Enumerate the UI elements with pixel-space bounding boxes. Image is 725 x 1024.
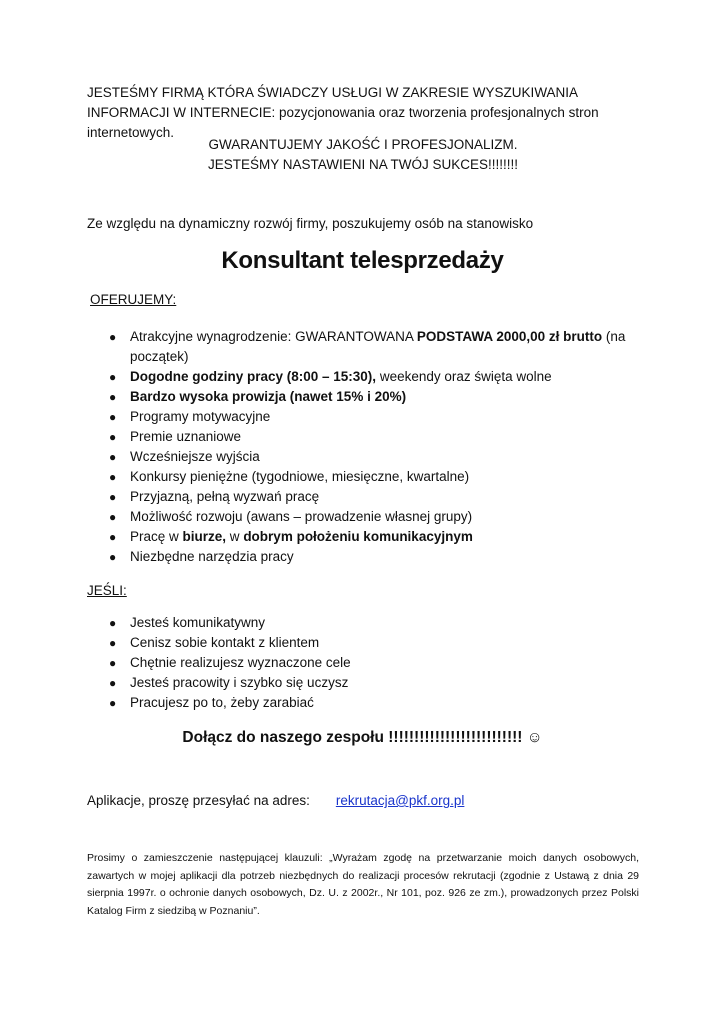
offer-salary-text: Atrakcyjne wynagrodzenie: GWARANTOWANA bbox=[130, 329, 417, 344]
bullet-icon: ● bbox=[109, 616, 117, 630]
condition-text: Jesteś komunikatywny bbox=[130, 615, 266, 630]
list-item bbox=[106, 613, 626, 633]
offer-early-exits: Wcześniejsze wyjścia bbox=[130, 449, 260, 464]
offer-office-b: biurze, bbox=[182, 529, 227, 544]
condition-text: Chętnie realizujesz wyznaczone cele bbox=[130, 655, 351, 670]
apply-label: Aplikacje, proszę przesyłać na adres: bbox=[87, 793, 310, 808]
privacy-clause: Prosimy o zamieszczenie następującej klauzuli: „Wyrażam zgodę na przetwarzanie moich danych osobowych, zawartych w mojej aplikacji dla potrzeb niezbędnych do realizacji procesów rekrutacji (zgodnie z Ustawą z dnia 29 sierpnia 1997r. o ochronie danych osobowych, Dz. U. z 2002r., Nr 101, poz. 926 ze zm.), prowadzonych przez Polski Katalog Firm z siedzibą w Poznaniu”. bbox=[87, 852, 639, 917]
offer-friendly: Przyjazną, pełną wyzwań pracę bbox=[130, 489, 320, 504]
list-item bbox=[106, 507, 641, 527]
bullet-icon: ● bbox=[109, 510, 117, 524]
bullet-icon: ● bbox=[109, 636, 117, 650]
offer-growth: Możliwość rozwoju (awans – prowadzenie własnej grupy) bbox=[130, 509, 473, 524]
list-item bbox=[106, 547, 641, 567]
success-line: JESTEŚMY NASTAWIENI NA TWÓJ SUKCES!!!!!!!! bbox=[207, 157, 519, 172]
bullet-icon: ● bbox=[109, 696, 117, 710]
bullet-icon: ● bbox=[109, 430, 117, 444]
bullet-icon: ● bbox=[109, 450, 117, 464]
list-item bbox=[106, 527, 641, 547]
list-item bbox=[106, 633, 626, 653]
apply-line bbox=[87, 793, 464, 808]
bullet-icon: ● bbox=[109, 530, 117, 544]
condition-text: Pracujesz po to, żeby zarabiać bbox=[130, 695, 314, 710]
offer-office-d: dobrym położeniu komunikacyjnym bbox=[243, 529, 473, 544]
offer-list bbox=[106, 327, 641, 567]
guarantee-line: GWARANTUJEMY JAKOŚĆ I PROFESJONALIZM. bbox=[208, 137, 518, 152]
offer-motivation: Programy motywacyjne bbox=[130, 409, 271, 424]
bullet-icon: ● bbox=[109, 656, 117, 670]
list-item bbox=[106, 487, 641, 507]
offer-heading: OFERUJEMY: bbox=[90, 292, 177, 307]
bullet-icon: ● bbox=[109, 470, 117, 484]
list-item bbox=[106, 327, 641, 367]
bullet-icon: ● bbox=[109, 330, 117, 344]
bullet-icon: ● bbox=[109, 410, 117, 424]
conditions-heading: JEŚLI: bbox=[87, 583, 127, 598]
offer-commission: Bardzo wysoka prowizja (nawet 15% i 20%) bbox=[130, 389, 407, 404]
job-title: Konsultant telesprzedaży bbox=[221, 247, 504, 274]
offer-office-c: w bbox=[226, 529, 244, 544]
company-intro: JESTEŚMY FIRMĄ KTÓRA ŚWIADCZY USŁUGI W ZAKRESIE WYSZUKIWANIA INFORMACJI W INTERNECIE: pozycjonowania oraz tworzenia profesjonalnych stron internetowych. bbox=[87, 85, 599, 140]
offer-office-a: Pracę w bbox=[130, 529, 183, 544]
guarantee-block bbox=[87, 135, 639, 175]
list-item bbox=[106, 467, 641, 487]
list-item bbox=[106, 407, 641, 427]
lead-sentence: Ze względu na dynamiczny rozwój firmy, poszukujemy osób na stanowisko bbox=[87, 216, 534, 231]
bullet-icon: ● bbox=[109, 490, 117, 504]
offer-hours: Dogodne godziny pracy (8:00 – 15:30), bbox=[130, 369, 377, 384]
list-item bbox=[106, 653, 626, 673]
offer-bonuses: Premie uznaniowe bbox=[130, 429, 242, 444]
bullet-icon: ● bbox=[109, 550, 117, 564]
list-item bbox=[106, 673, 626, 693]
bullet-icon: ● bbox=[109, 370, 117, 384]
offer-salary-amount: PODSTAWA 2000,00 zł brutto bbox=[416, 329, 603, 344]
email-link[interactable]: rekrutacja@pkf.org.pl bbox=[335, 793, 465, 808]
list-item bbox=[106, 427, 641, 447]
conditions-list bbox=[106, 613, 626, 713]
bullet-icon: ● bbox=[109, 676, 117, 690]
offer-tools: Niezbędne narzędzia pracy bbox=[130, 549, 294, 564]
list-item bbox=[106, 447, 641, 467]
bullet-icon: ● bbox=[109, 390, 117, 404]
list-item bbox=[106, 367, 641, 387]
offer-contests: Konkursy pieniężne (tygodniowe, miesięczne, kwartalne) bbox=[130, 469, 470, 484]
list-item bbox=[106, 693, 626, 713]
offer-weekends: weekendy oraz święta wolne bbox=[376, 369, 552, 384]
join-team-call: Dołącz do naszego zespołu !!!!!!!!!!!!!!!!!!!!!!!!!! ☺ bbox=[182, 729, 543, 746]
offer-salary-note: (na początek) bbox=[130, 329, 626, 364]
condition-text: Cenisz sobie kontakt z klientem bbox=[130, 635, 320, 650]
list-item bbox=[106, 387, 641, 407]
condition-text: Jesteś pracowity i szybko się uczysz bbox=[130, 675, 349, 690]
